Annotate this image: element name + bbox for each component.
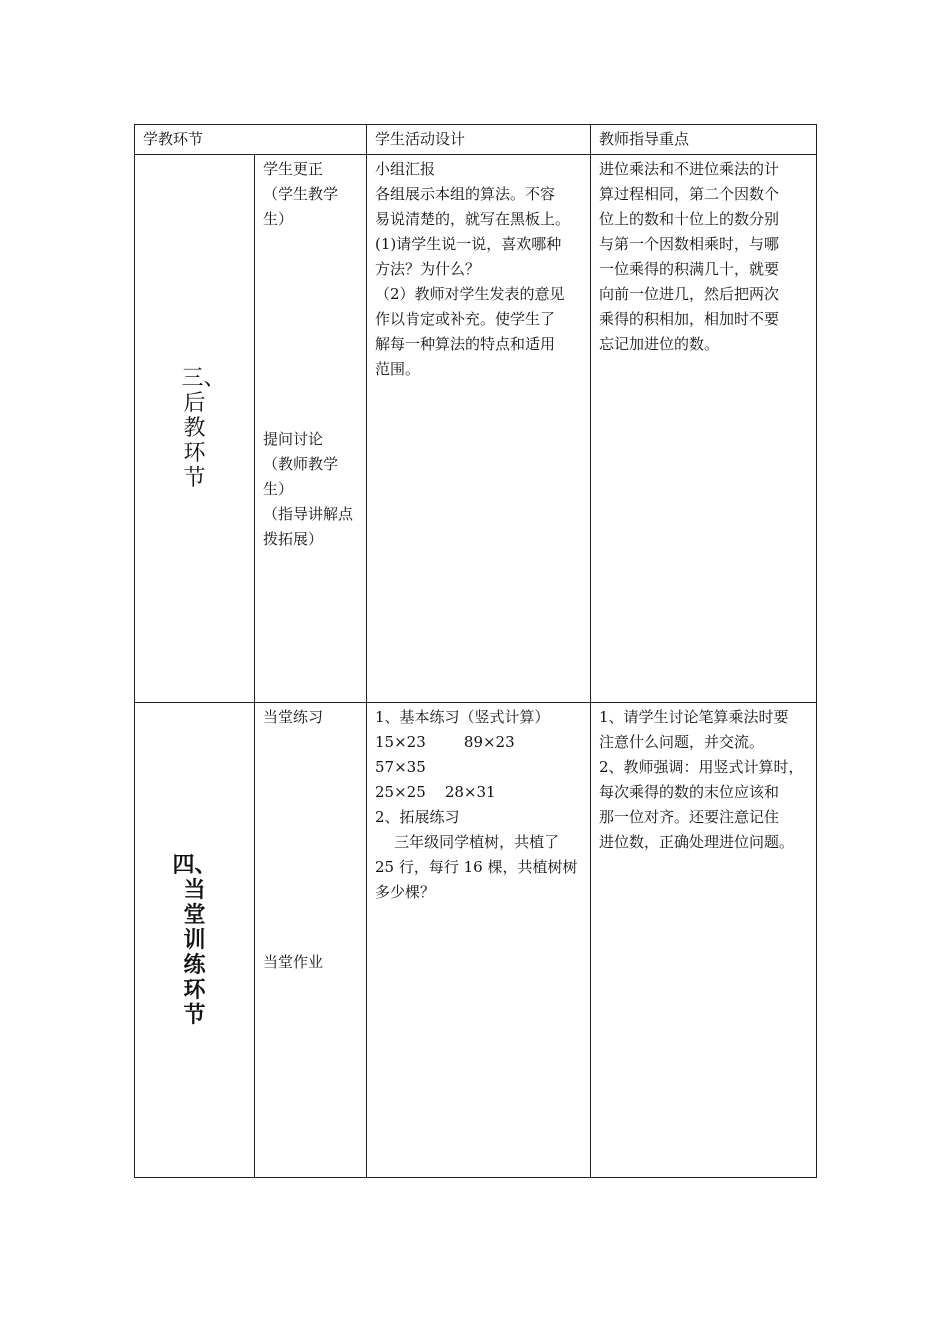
- title-char: 环: [183, 441, 206, 466]
- header-activity: 学生活动设计: [367, 125, 591, 155]
- section-3-activity: [367, 155, 591, 703]
- step-note: 生）: [263, 210, 294, 228]
- guidance-line: 那一位对齐。还要注意记住: [599, 808, 780, 826]
- guidance-line: 位上的数和十位上的数分别: [599, 210, 780, 228]
- activity-line: 多少棵？: [375, 883, 436, 901]
- guidance-line: 进位乘法和不进位乘法的计: [599, 160, 780, 178]
- section-3-title: [135, 155, 255, 703]
- title-char: 环: [183, 976, 206, 1003]
- section-4-guidance: [591, 703, 817, 1178]
- step-title: 当堂练习: [263, 708, 324, 726]
- activity-line: 作以肯定或补充。使学生了: [375, 310, 556, 328]
- title-char: 训: [183, 926, 206, 953]
- section-3-steps: [255, 155, 367, 703]
- guidance-line: 每次乘得的数的末位应该和: [599, 783, 780, 801]
- step-note: （教师教学: [263, 455, 339, 473]
- title-char: 节: [183, 466, 206, 491]
- guidance-line: 1、请学生讨论笔算乘法时要: [599, 708, 789, 726]
- guidance-line: 2、教师强调：用竖式计算时，: [599, 758, 804, 776]
- title-char: 教: [183, 416, 206, 441]
- header-row: [135, 125, 817, 155]
- guidance-line: 一位乘得的积满几十，就要: [599, 260, 780, 278]
- step-title: 学生更正: [263, 160, 324, 178]
- section-4-title: [135, 703, 255, 1178]
- activity-line: 小组汇报: [375, 160, 436, 178]
- title-char: 当: [183, 876, 206, 903]
- title-char: 节: [183, 1001, 206, 1028]
- activity-line: 各组展示本组的算法。不容: [375, 185, 556, 203]
- activity-line: 25×25 28×31: [375, 783, 496, 801]
- guidance-line: 算过程相同，第二个因数个: [599, 185, 780, 203]
- guidance-line: 注意什么问题，并交流。: [599, 733, 765, 751]
- step-note: 生）: [263, 480, 294, 498]
- guidance-line: 与第一个因数相乘时，与哪: [599, 235, 780, 253]
- step-note: （学生教学: [263, 185, 339, 203]
- section-3-row: [135, 155, 817, 703]
- activity-line: 25 行，每行 16 棵，共植树树: [375, 858, 578, 876]
- title-char: 堂: [183, 901, 206, 928]
- step-title: 提问讨论: [263, 430, 324, 448]
- lesson-plan-table: [134, 124, 817, 1178]
- header-stage: 学教环节: [135, 125, 367, 155]
- activity-line: 解每一种算法的特点和适用: [375, 335, 556, 353]
- activity-line: 15×23 89×23 57×35: [375, 733, 553, 776]
- activity-line: 1、基本练习（竖式计算）: [375, 708, 550, 726]
- step-title: 当堂作业: [263, 953, 324, 971]
- title-char: 四、: [172, 851, 217, 878]
- title-char: 练: [183, 951, 206, 978]
- activity-line: 三年级同学植树，共植了: [375, 833, 560, 851]
- section-4-row: [135, 703, 817, 1178]
- section-4-steps: [255, 703, 367, 1178]
- title-char: 后: [183, 391, 206, 416]
- step-note: （指导讲解点: [263, 505, 354, 523]
- section-3-guidance: [591, 155, 817, 703]
- activity-line: 范围。: [375, 360, 421, 378]
- activity-line: (1)请学生说一说，喜欢哪种: [375, 235, 562, 253]
- guidance-line: 向前一位进几，然后把两次: [599, 285, 780, 303]
- title-char: 三、: [181, 366, 226, 391]
- activity-line: 2、拓展练习: [375, 808, 460, 826]
- section-4-activity: [367, 703, 591, 1178]
- activity-line: （2）教师对学生发表的意见: [375, 285, 565, 303]
- guidance-line: 忘记加进位的数。: [599, 335, 720, 353]
- guidance-line: 进位数，正确处理进位问题。: [599, 833, 795, 851]
- step-note: 拨拓展）: [263, 530, 324, 548]
- header-guidance: 教师指导重点: [591, 125, 817, 155]
- guidance-line: 乘得的积相加，相加时不要: [599, 310, 780, 328]
- activity-line: 易说清楚的，就写在黑板上。: [375, 210, 571, 228]
- activity-line: 方法？为什么？: [375, 260, 481, 278]
